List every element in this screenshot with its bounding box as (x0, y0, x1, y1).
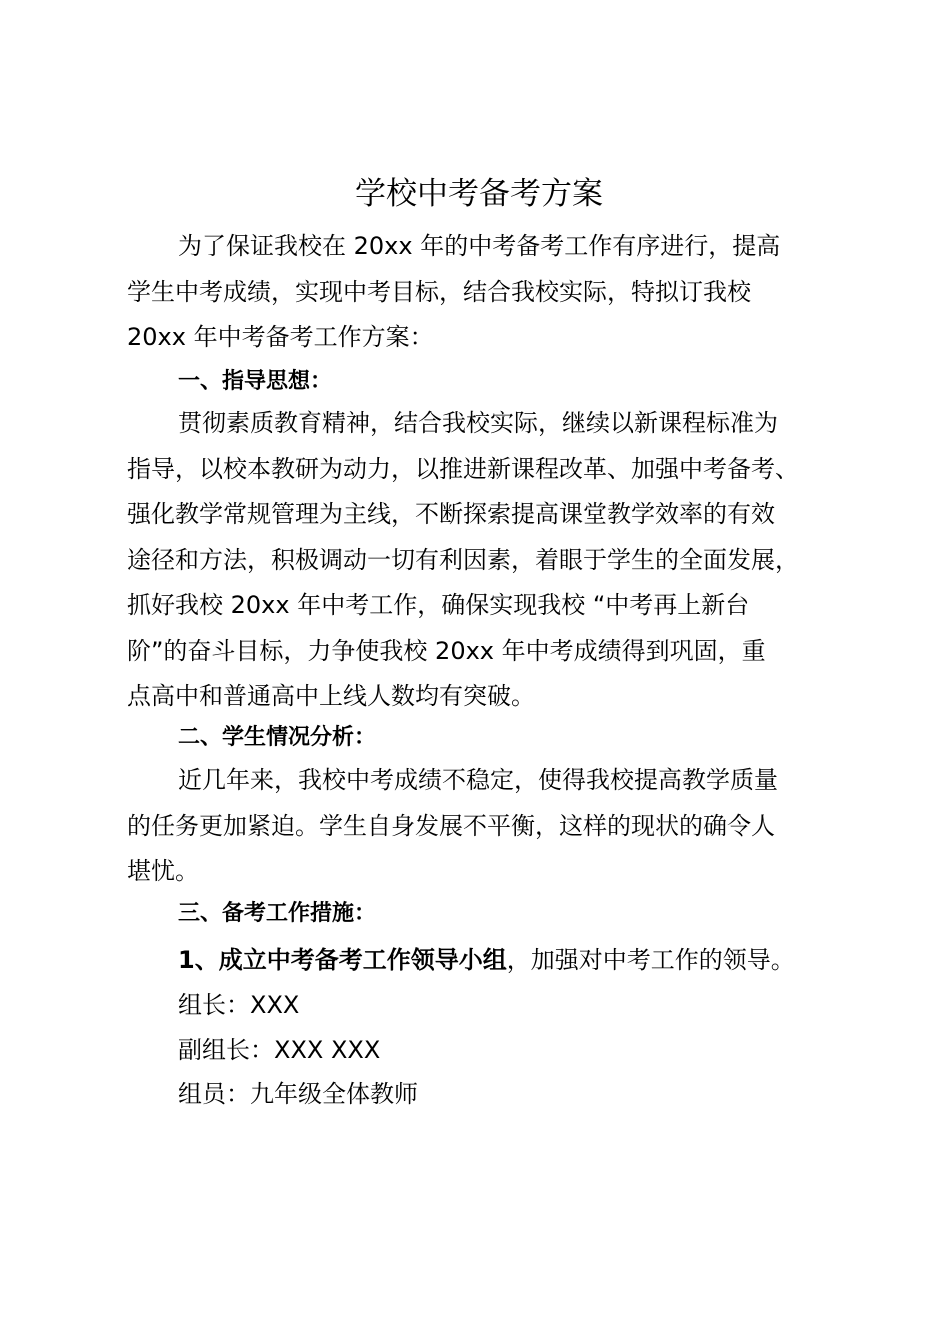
paragraph-line: 指导，以校本教研为动力，以推进新课程改革、加强中考备考、 (127, 454, 799, 483)
section-heading-guiding-ideology: 一、指导思想： (178, 369, 333, 394)
document-title: 学校中考备考方案 (355, 176, 603, 212)
measure-item-1-title: 1、成立中考备考工作领导小组 (178, 946, 507, 974)
measure-item-1-text: ，加强对中考工作的领导。 (506, 946, 795, 974)
measure-item-1 (178, 938, 795, 982)
guiding-ideology-paragraph (127, 401, 847, 720)
paragraph-line: 途径和方法，积极调动一切有利因素，着眼于学生的全面发展， (127, 545, 799, 574)
student-analysis-paragraph (127, 758, 847, 895)
paragraph-line: 的任务更加紧迫。学生自身发展不平衡，这样的现状的确令人 (127, 811, 775, 840)
paragraph-line: 强化教学常规管理为主线，不断探索提高课堂教学效率的有效 (127, 500, 775, 528)
intro-line: 学生中考成绩，实现中考目标，结合我校实际，特拟订我校 (127, 277, 751, 306)
intro-line: 20xx 年中考备考工作方案： (127, 323, 434, 351)
paragraph-line: 贯彻素质教育精神，结合我校实际，继续以新课程标准为 (178, 409, 778, 437)
paragraph-line: 堪忧。 (127, 857, 199, 885)
paragraph-line: 近几年来，我校中考成绩不稳定，使得我校提高教学质量 (178, 766, 778, 794)
group-vice-leader: 副组长：XXX XXX (178, 1036, 381, 1064)
group-leader: 组长：XXX (178, 991, 300, 1019)
paragraph-line: 抓好我校 20xx 年中考工作，确保实现我校 “中考再上新台 (127, 591, 750, 619)
paragraph-line: 点高中和普通高中上线人数均有突破。 (127, 682, 535, 710)
paragraph-line: 阶”的奋斗目标，力争使我校 20xx 年中考成绩得到巩固，重 (127, 636, 766, 665)
section-heading-student-analysis: 二、学生情况分析： (178, 725, 377, 750)
intro-line: 为了保证我校在 20xx 年的中考备考工作有序进行，提高 (178, 232, 781, 260)
intro-paragraph (127, 224, 847, 361)
group-members: 组员：九年级全体教师 (178, 1080, 418, 1108)
section-heading-measures: 三、备考工作措施： (178, 901, 377, 926)
